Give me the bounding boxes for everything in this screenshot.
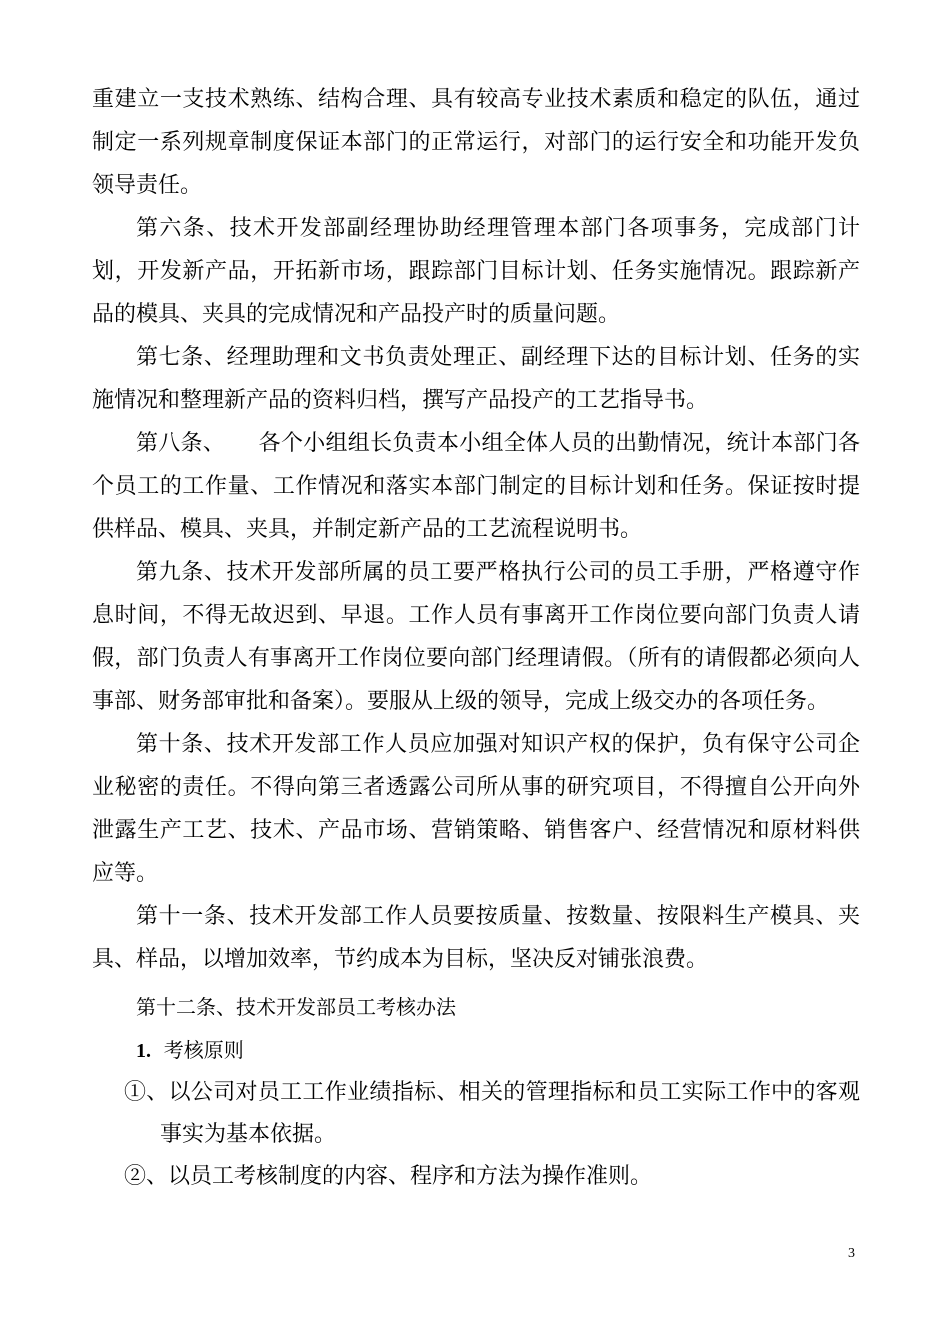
article-7: 第七条、经理助理和文书负责处理正、副经理下达的目标计划、任务的实施情况和整理新产品的资料归档，撰写产品投产的工艺指导书。 <box>92 345 860 413</box>
document-body <box>92 78 860 1198</box>
paragraph-continuation: 重建立一支技术熟练、结构合理、具有较高专业技术素质和稳定的队伍，通过制定一系列规章制度保证本部门的正常运行，对部门的运行安全和功能开发负领导责任。 <box>92 87 860 198</box>
principle-item-2: ②、以员工考核制度的内容、程序和方法为操作准则。 <box>124 1164 653 1189</box>
sub-heading-number: 1. <box>136 1040 151 1062</box>
page-number: 3 <box>848 1246 855 1261</box>
sub-heading-title: 考核原则 <box>163 1038 244 1062</box>
article-12-heading: 第十二条、技术开发部员工考核办法 <box>136 995 456 1019</box>
article-6: 第六条、技术开发部副经理协助经理管理本部门各项事务，完成部门计划，开发新产品，开拓新市场，跟踪部门目标计划、任务实施情况。跟踪新产品的模具、夹具的完成情况和产品投产时的质量问题。 <box>92 216 860 327</box>
article-11: 第十一条、技术开发部工作人员要按质量、按数量、按限料生产模具、夹具、样品，以增加效率，节约成本为目标，坚决反对铺张浪费。 <box>92 904 860 972</box>
principle-item-1: ①、以公司对员工工作业绩指标、相关的管理指标和员工实际工作中的客观事实为基本依据。 <box>124 1080 860 1147</box>
assessment-principles-heading <box>92 1029 860 1072</box>
article-9: 第九条、技术开发部所属的员工要严格执行公司的员工手册，严格遵守作息时间，不得无故迟到、早退。工作人员有事离开工作岗位要向部门负责人请假，部门负责人有事离开工作岗位要向部门经理请假。（所有的请假都必须向人事部、财务部审批和备案）。要服从上级的领导，完成上级交办的各项任务。 <box>92 560 860 714</box>
article-10: 第十条、技术开发部工作人员应加强对知识产权的保护，负有保守公司企业秘密的责任。不得向第三者透露公司所从事的研究项目，不得擅自公开向外泄露生产工艺、技术、产品市场、营销策略、销售客户、经营情况和原材料供应等。 <box>92 732 860 886</box>
article-8: 第八条、 各个小组组长负责本小组全体人员的出勤情况，统计本部门各个员工的工作量、工作情况和落实本部门制定的目标计划和任务。保证按时提供样品、模具、夹具，并制定新产品的工艺流程说明书。 <box>92 431 860 542</box>
